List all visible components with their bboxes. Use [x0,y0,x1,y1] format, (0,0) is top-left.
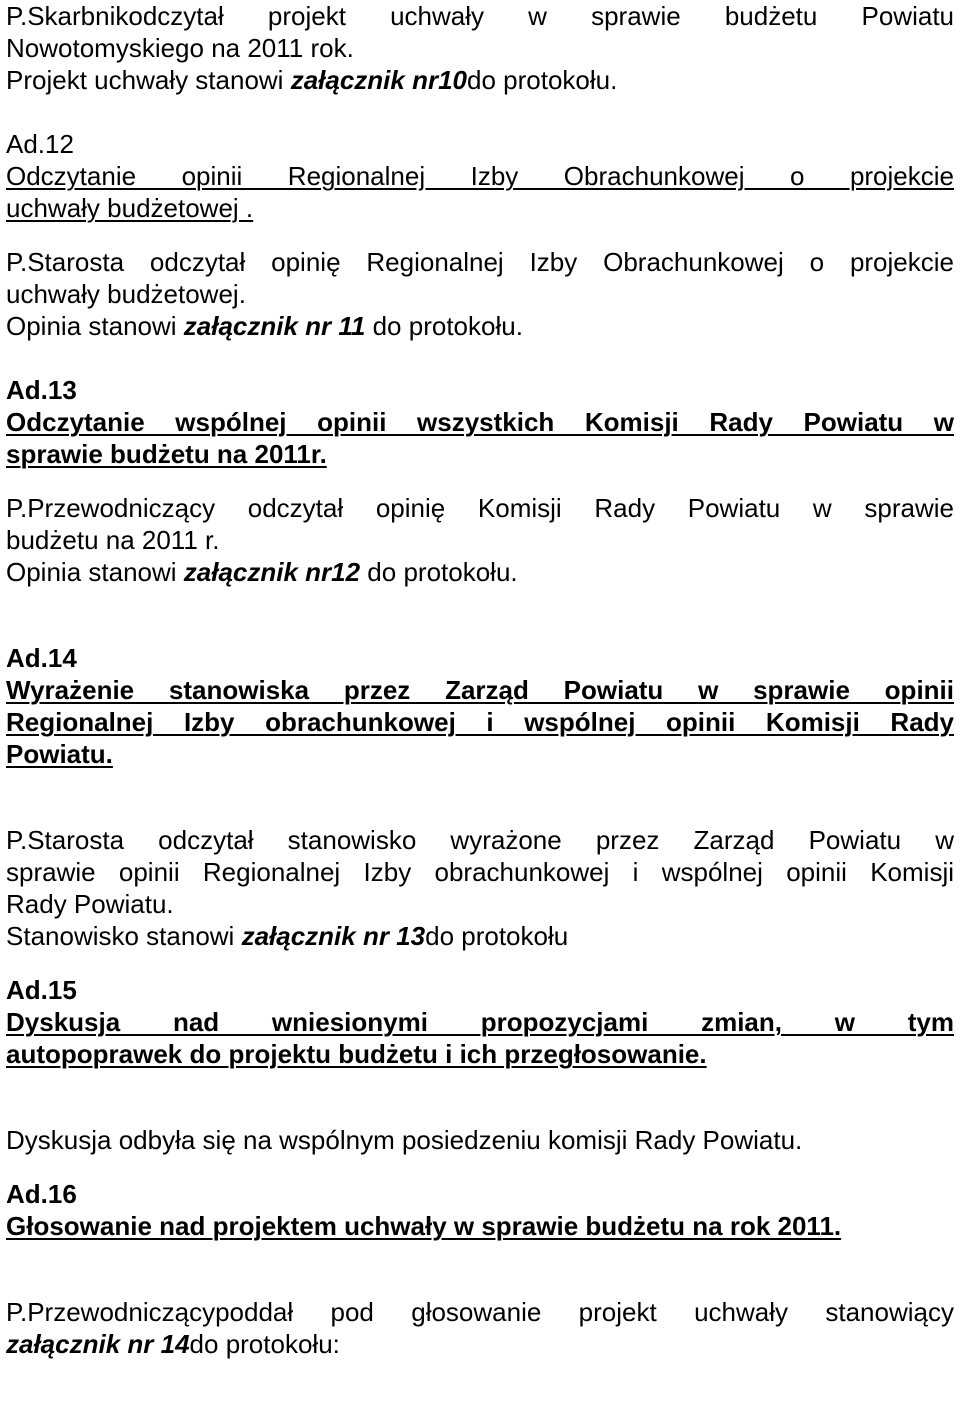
section-text-14-line1: P.Starosta odczytał stanowisko wyrażone przez Zarząd Powiatu w [6,825,954,855]
spacer [6,802,954,824]
spacer [6,952,954,974]
spacer [6,96,954,128]
spacer [6,1242,954,1274]
spacer [6,588,954,620]
paragraph-attachment-14 [6,1328,954,1360]
spacer [6,342,954,374]
attachment-text: do protokołu. [467,65,618,95]
spacer [6,1274,954,1296]
attachment-text: Stanowisko stanowi [6,921,242,951]
attachment-ref: załącznik nr 11 [183,311,366,341]
document-page [6,0,954,1360]
spacer [6,1156,954,1178]
attachment-ref: załącznik nr 13 [241,921,426,951]
attachment-text: do protokołu. [365,311,523,341]
section-heading-16: Głosowanie nad projektem uchwały w sprawie budżetu na rok 2011. [6,1211,842,1241]
section-number-12: Ad.12 [6,129,74,159]
section-text-13-line1: P.Przewodniczący odczytał opinię Komisji Rady Powiatu w sprawie [6,493,954,523]
attachment-text: Projekt uchwały stanowi [6,65,291,95]
attachment-ref: załącznik nr10 [290,65,467,95]
section-text-14-line2: sprawie opinii Regionalnej Izby obrachunkowej i wspólnej opinii Komisji [6,857,954,887]
section-text-16-line1: P.Przewodniczącypoddał pod głosowanie projekt uchwały stanowiący [6,1297,954,1327]
section-heading-14-line1: Wyrażenie stanowiska przez Zarząd Powiatu w sprawie opinii [6,675,954,705]
section-heading-14-line3: Powiatu. [6,739,113,769]
section-text-14-line3: Rady Powiatu. [6,889,174,919]
attachment-text: Opinia stanowi [6,311,184,341]
spacer [6,1070,954,1102]
paragraph-attachment-13 [6,920,954,952]
section-number-13: Ad.13 [6,375,77,405]
attachment-text: do protokołu: [189,1329,340,1359]
section-heading-13-line2: sprawie budżetu na 2011r. [6,439,327,469]
section-number-15: Ad.15 [6,975,77,1005]
section-heading-12-line2: uchwały budżetowej . [6,193,254,223]
spacer [6,224,954,246]
section-heading-14-line2: Regionalnej Izby obrachunkowej i wspólnej opinii Komisji Rady [6,707,954,737]
section-heading-13-line1: Odczytanie wspólnej opinii wszystkich Komisji Rady Powiatu w [6,407,954,437]
section-heading-12-line1: Odczytanie opinii Regionalnej Izby Obrachunkowej o projekcie [6,161,954,191]
paragraph-attachment-11 [6,310,954,342]
section-text-13-line2: budżetu na 2011 r. [6,525,220,555]
attachment-text: Opinia stanowi [6,557,184,587]
section-number-16: Ad.16 [6,1179,77,1209]
attachment-ref: załącznik nr 14 [6,1329,190,1359]
attachment-text: do protokołu [425,921,569,951]
section-heading-15-line1: Dyskusja nad wniesionymi propozycjami zmian, w tym [6,1007,954,1037]
spacer [6,1102,954,1124]
paragraph-attachment-10 [6,64,954,96]
section-text-15: Dyskusja odbyła się na wspólnym posiedzeniu komisji Rady Powiatu. [6,1125,803,1155]
paragraph-budget-reading-line1: P.Skarbnikodczytał projekt uchwały w sprawie budżetu Powiatu [6,1,954,31]
paragraph-attachment-12 [6,556,954,588]
paragraph-budget-reading-line2: Nowotomyskiego na 2011 rok. [6,33,354,63]
attachment-text: do protokołu. [360,557,518,587]
section-heading-15-line2: autopoprawek do projektu budżetu i ich przegłosowanie. [6,1039,707,1069]
attachment-ref: załącznik nr12 [183,557,361,587]
spacer [6,620,954,642]
section-text-12-line2: uchwały budżetowej. [6,279,246,309]
spacer [6,470,954,492]
section-text-12-line1: P.Starosta odczytał opinię Regionalnej Izby Obrachunkowej o projekcie [6,247,954,277]
spacer [6,770,954,802]
section-number-14: Ad.14 [6,643,77,673]
